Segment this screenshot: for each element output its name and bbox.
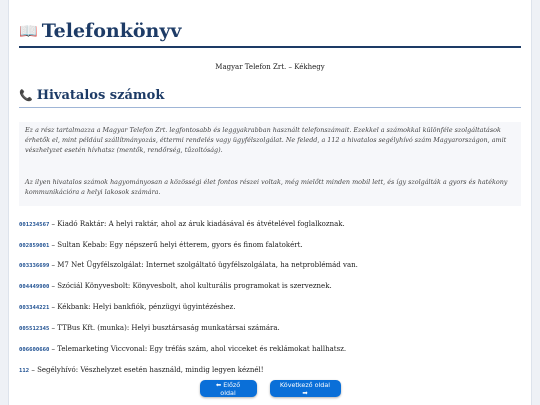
section-title	[19, 88, 521, 108]
intro-paragraph: Ez a rész tartalmazza a Magyar Telefon Zrt. legfontosabb és leggyakrabban használt telefonszámait. Ezekkel a számokkal különféle szolgáltatások érhetők el, mint például szállítmányozás, éttermi rendelés vagy ügyfélszolgálat. Ne feledd, a 112 a hivatalos segélyhívó szám Magyarországon, amit vészhelyzet esetén hívhatsz (mentők, rendőrség, tűzoltóság).	[25, 126, 507, 154]
phone-number: 112	[19, 367, 30, 374]
prev-page-button[interactable]: ⬅ Előző oldal	[200, 380, 257, 397]
phone-icon: 📞	[19, 89, 33, 102]
phone-number: 003344221	[19, 305, 50, 312]
entry-description: Szóciál Könyvesbolt: Könyvesbolt, ahol kulturális programokat is szerveznek.	[57, 282, 332, 291]
list-item: 003336699 – M7 Net Ügyfélszolgálat: Internet szolgáltató ügyfélszolgálata, ha netproblémád van.	[19, 261, 358, 270]
phone-number: 004449900	[19, 284, 50, 291]
list-item: 112 – Segélyhívó: Vészhelyzet esetén használd, mindig legyen kéznél!	[19, 365, 264, 374]
pagination-nav	[0, 380, 540, 397]
phone-number: 001234567	[19, 221, 50, 228]
list-item: 003344221 – Kékbank: Helyi bankfiók, pénzügyi ügyintézéshez.	[19, 303, 236, 312]
entry-description: M7 Net Ügyfélszolgálat: Internet szolgáltató ügyfélszolgálata, ha netproblémád van.	[57, 261, 358, 270]
entry-description: TTBus Kft. (munka): Helyi busztársaság munkatársai számára.	[57, 324, 280, 333]
entry-description: Sultan Kebab: Egy népszerű helyi étterem, gyors és finom falatokért.	[57, 240, 303, 249]
entry-description: Kékbank: Helyi bankfiók, pénzügyi ügyintézéshez.	[57, 303, 236, 312]
phone-number: 003336699	[19, 263, 50, 270]
entry-description: Telemarketing Viccvonal: Egy tréfás szám, ahol vicceket és reklámokat hallhatsz.	[57, 344, 347, 353]
section-title-text: Hivatalos számok	[36, 88, 165, 103]
list-item: 005512345 – TTBus Kft. (munka): Helyi busztársaság munkatársai számára.	[19, 324, 280, 333]
next-page-button[interactable]: Következő oldal ➡	[270, 380, 341, 397]
list-item: 001234567 – Kiadó Raktár: A helyi raktár, ahol az áruk kiadásával és átvételével foglalkoznak.	[19, 219, 345, 228]
company-subtitle: Magyar Telefon Zrt. – Kékhegy	[215, 63, 325, 71]
phone-number: 006600660	[19, 346, 50, 353]
phone-list	[19, 214, 521, 381]
phone-number: 002859001	[19, 242, 50, 249]
entry-description: Segélyhívó: Vészhelyzet esetén használd, mindig legyen kéznél!	[37, 365, 264, 374]
entry-description: Kiadó Raktár: A helyi raktár, ahol az áruk kiadásával és átvételével foglalkoznak.	[57, 219, 345, 228]
page-title	[19, 20, 521, 48]
phonebook-page	[8, 0, 532, 405]
phone-number: 005512345	[19, 326, 50, 333]
list-item: 002859001 – Sultan Kebab: Egy népszerű helyi étterem, gyors és finom falatokért.	[19, 240, 303, 249]
list-item: 006600660 – Telemarketing Viccvonal: Egy tréfás szám, ahol vicceket és reklámokat hallhatsz.	[19, 344, 347, 353]
book-icon: 📖	[19, 22, 38, 40]
page-title-text: Telefonkönyv	[41, 20, 182, 42]
list-item: 004449900 – Szóciál Könyvesbolt: Könyvesbolt, ahol kulturális programokat is szerveznek.	[19, 282, 332, 291]
intro-paragraph: Az ilyen hivatalos számok hagyományosan a közösségi élet fontos részei voltak, még mielőtt minden mobil lett, és így szolgálták a gyors és hatékony kommunikációra a helyi lakosok számára.	[25, 177, 508, 196]
intro-text	[19, 122, 521, 206]
